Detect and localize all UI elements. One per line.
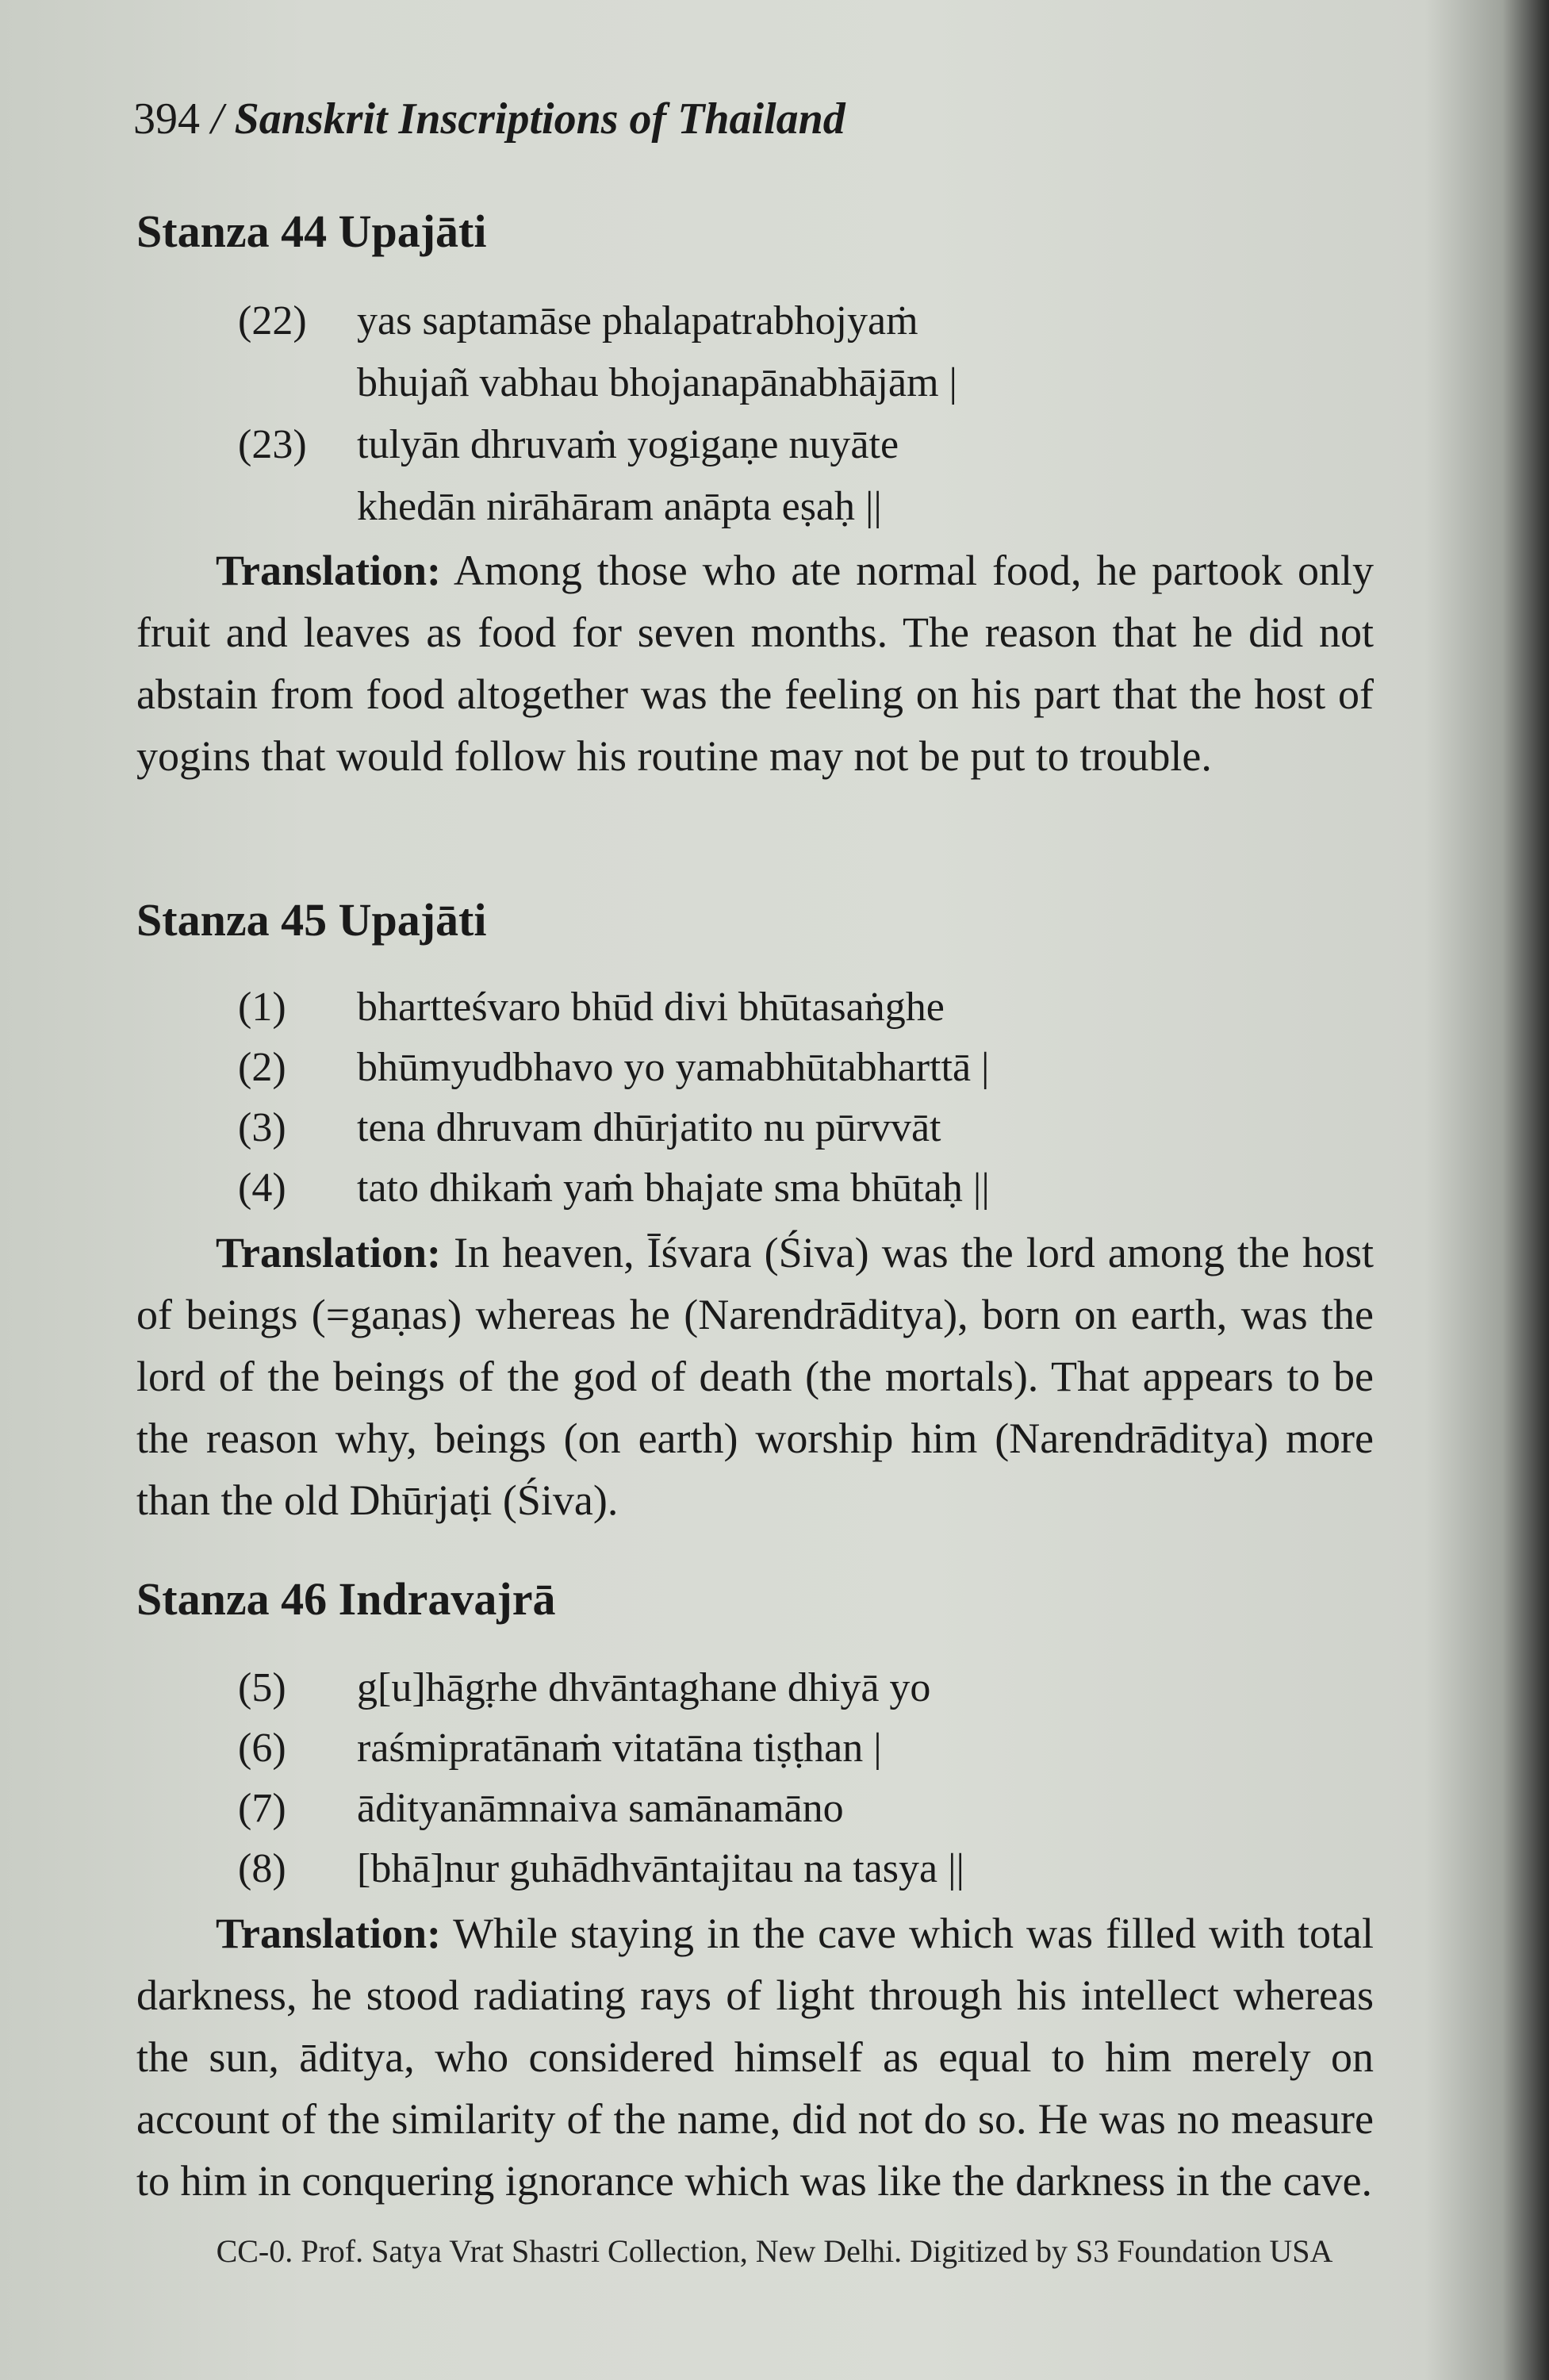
- stanza-45-heading: Stanza 45 Upajāti: [136, 894, 487, 946]
- verse-number: (6): [238, 1726, 286, 1771]
- verse-line: [238, 483, 882, 530]
- verse-text: khedān nirāhāram anāpta eṣaḥ ||: [357, 484, 882, 529]
- verse-number: (8): [238, 1846, 286, 1891]
- translation-label: Translation:: [216, 1910, 442, 1957]
- digitization-footer: CC-0. Prof. Satya Vrat Shastri Collection, New Delhi. Digitized by S3 Foundation USA: [216, 2233, 1333, 2269]
- verse-text: bhujañ vabhau bhojanapānabhājām |: [357, 360, 957, 405]
- translation-label: Translation:: [216, 547, 442, 594]
- verse-line: [238, 1785, 844, 1832]
- verse-text: ādityanāmnaiva samānamāno: [357, 1786, 844, 1831]
- verse-text: tato dhikaṁ yaṁ bhajate sma bhūtaḥ ||: [357, 1165, 990, 1211]
- verse-number: (1): [238, 985, 286, 1030]
- verse-line: [238, 359, 957, 406]
- verse-line: [238, 1664, 930, 1711]
- translation-text: In heaven, Īśvara (Śiva) was the lord among the host of beings (=gaṇas) whereas he (Narendrāditya), born on earth, was the lord of the beings of the god of death (the mortals). That appears to be the reason why, beings (on earth) worship him (Narendrāditya) more than the old Dhūrjaṭi (Śiva).: [136, 1229, 1375, 1524]
- stanza-44-translation: [136, 539, 1374, 787]
- verse-line: [238, 298, 918, 344]
- verse-line: [238, 1044, 989, 1091]
- header-separator: /: [211, 94, 224, 144]
- verse-text: yas saptamāse phalapatrabhojyaṁ: [357, 298, 918, 344]
- translation-label: Translation:: [216, 1229, 442, 1276]
- verse-text: bhartteśvaro bhūd divi bhūtasaṅghe: [357, 985, 945, 1030]
- verse-number: (3): [238, 1105, 286, 1150]
- stanza-46-heading: Stanza 46 Indravajrā: [136, 1573, 556, 1625]
- verse-line: [238, 421, 899, 468]
- verse-line: [238, 984, 945, 1031]
- verse-line: [238, 1725, 882, 1772]
- verse-text: tulyān dhruvaṁ yogigaṇe nuyāte: [357, 422, 899, 467]
- verse-number: (4): [238, 1165, 286, 1211]
- verse-number: (7): [238, 1786, 286, 1831]
- stanza-44-heading: Stanza 44 Upajāti: [136, 205, 487, 257]
- verse-text: raśmipratānaṁ vitatāna tiṣṭhan |: [357, 1726, 882, 1771]
- verse-number: (5): [238, 1665, 286, 1710]
- verse-text: g[u]hāgṛhe dhvāntaghane dhiyā yo: [357, 1665, 931, 1710]
- verse-number: (23): [238, 422, 307, 467]
- book-title: Sanskrit Inscriptions of Thailand: [234, 94, 845, 144]
- verse-line: [238, 1845, 964, 1892]
- page-number: 394: [133, 94, 200, 144]
- page-header: [133, 94, 845, 144]
- verse-text: bhūmyudbhavo yo yamabhūtabharttā |: [357, 1045, 990, 1090]
- verse-line: [238, 1165, 990, 1211]
- verse-number: (2): [238, 1045, 286, 1090]
- stanza-46-translation: [136, 1902, 1374, 2212]
- translation-text: Among those who ate normal food, he partook only fruit and leaves as food for seven months. The reason that he did not abstain from food altogether was the feeling on his part that the host of yogins that would follow his routine may not be put to trouble.: [136, 547, 1374, 780]
- verse-text: [bhā]nur guhādhvāntajitau na tasya ||: [357, 1846, 964, 1891]
- translation-text: While staying in the cave which was filled with total darkness, he stood radiating rays of light through his intellect whereas the sun, āditya, who considered himself as equal to him merely on account of the similarity of the name, did not do so. He was no measure to him in conquering ignorance which was like the darkness in the cave.: [136, 1910, 1374, 2205]
- verse-line: [238, 1104, 941, 1151]
- verse-number: (22): [238, 298, 307, 344]
- stanza-45-translation: [136, 1222, 1374, 1531]
- verse-text: tena dhruvam dhūrjatito nu pūrvvāt: [357, 1105, 941, 1150]
